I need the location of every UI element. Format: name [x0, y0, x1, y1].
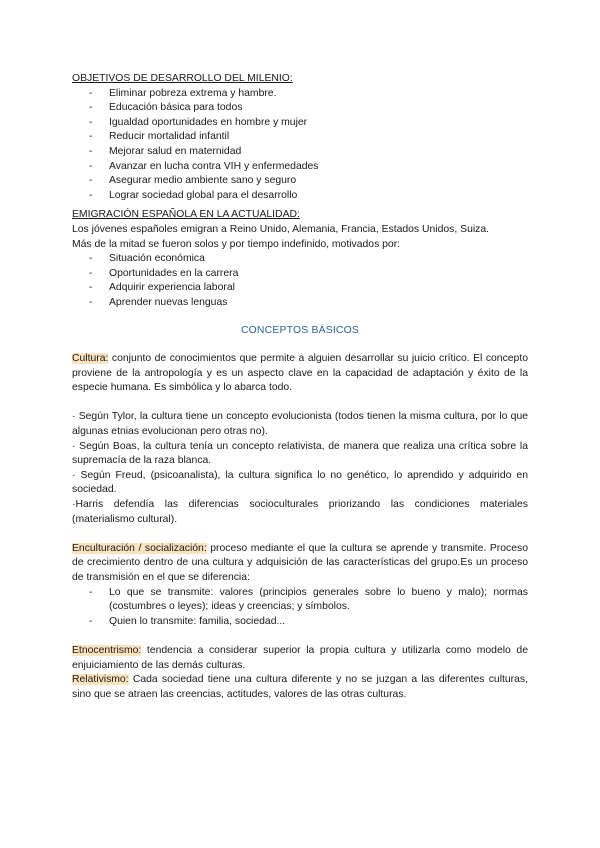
paragraph-autor: ·Harris defendía las diferencias socioculturales priorizando las condiciones materiales (materialismo cultural).	[72, 499, 528, 525]
list-item: - Eliminar pobreza extrema y hambre.	[89, 87, 528, 102]
list-motivos	[72, 252, 528, 310]
paragraph-cultura	[72, 352, 528, 396]
list-objetivos	[72, 87, 528, 204]
definition-text: tendencia a considerar superior la propia cultura y utilizarla como modelo de enjuiciamiento de las demás culturas.	[72, 644, 528, 671]
heading-objetivos: OBJETIVOS DE DESARROLLO DEL MILENIO:	[72, 73, 293, 84]
definition-text: proceso mediante el que la cultura se aprende y transmite. Proceso de crecimiento dentro de una cultura y adquisición de las características del grupo.Es un proceso de transmisión en el que se diferencia:	[72, 542, 528, 583]
list-item: - Adquirir experiencia laboral	[89, 281, 528, 296]
definition-text: Cada sociedad tiene una cultura diferente y no se juzgan a las diferentes culturas, sino que se atraen las creencias, actitudes, valores de las otras culturas.	[72, 674, 528, 700]
definition-text: conjunto de conocimientos que permite a alguien desarrollar su juicio crítico. El concepto proviene de la antropología y es un aspecto clave en la capacidad de adaptación y éxito de la especie humana. Es simbólica y lo abarca todo.	[72, 353, 528, 394]
paragraph-line: Más de la mitad se fueron solos y por tiempo indefinido, motivados por:	[72, 238, 401, 250]
paragraph-etnocentrismo	[72, 644, 528, 673]
list-item: - Asegurar medio ambiente sano y seguro	[89, 174, 528, 189]
term-etnocentrismo: Etnocentrismo:	[72, 644, 142, 656]
list-transmision	[72, 586, 528, 630]
paragraph-enculturacion	[72, 542, 528, 586]
list-item: - Situación económica	[89, 252, 528, 267]
spacer	[72, 629, 528, 644]
list-item: - Mejorar salud en maternidad	[89, 145, 528, 160]
list-item: - Igualdad oportunidades en hombre y mujer	[89, 116, 528, 131]
list-item: - Lo que se transmite: valores (principios generales sobre lo bueno y malo); normas (costumbres o leyes); ideas y creencias; y símbolos.	[89, 586, 528, 615]
spacer	[72, 527, 528, 542]
list-item: - Lograr sociedad global para el desarrollo	[89, 189, 528, 204]
spacer	[72, 396, 528, 411]
heading-emigracion: EMIGRACIÓN ESPAÑOLA EN LA ACTUALIDAD:	[72, 209, 300, 221]
paragraph-autor: · Según Freud, (psicoanalista), la cultura significa lo no genético, lo aprendido y adquirido en sociedad.	[72, 469, 528, 496]
list-item: - Aprender nuevas lenguas	[89, 296, 528, 311]
section-title-conceptos: CONCEPTOS BÁSICOS	[240, 324, 360, 336]
list-item: - Quien lo transmite: familia, sociedad...	[89, 615, 528, 630]
term-cultura: Cultura:	[72, 353, 109, 365]
paragraph-autor: · Según Tylor, la cultura tiene un concepto evolucionista (todos tienen la misma cultura, por lo que algunas etnias evolucionan pero otras no).	[72, 411, 528, 438]
list-item: - Educación básica para todos	[89, 101, 528, 116]
paragraph-relativismo	[72, 673, 528, 702]
term-relativismo: Relativismo:	[72, 674, 129, 686]
term-enculturacion: Enculturación / socialización:	[72, 542, 207, 554]
section-emigracion	[72, 208, 528, 310]
list-item: - Reducir mortalidad infantil	[89, 130, 528, 145]
paragraph-autor: · Según Boas, la cultura tenía un concepto relativista, de manera que realiza una crítica sobre la supremacía de la raza blanca.	[72, 440, 528, 467]
paragraph-line: Los jóvenes españoles emigran a Reino Unido, Alemania, Francia, Estados Unidos, Suiza.	[72, 223, 490, 235]
list-item: - Avanzar en lucha contra VIH y enfermedades	[89, 160, 528, 175]
list-item: - Oportunidades en la carrera	[89, 267, 528, 282]
